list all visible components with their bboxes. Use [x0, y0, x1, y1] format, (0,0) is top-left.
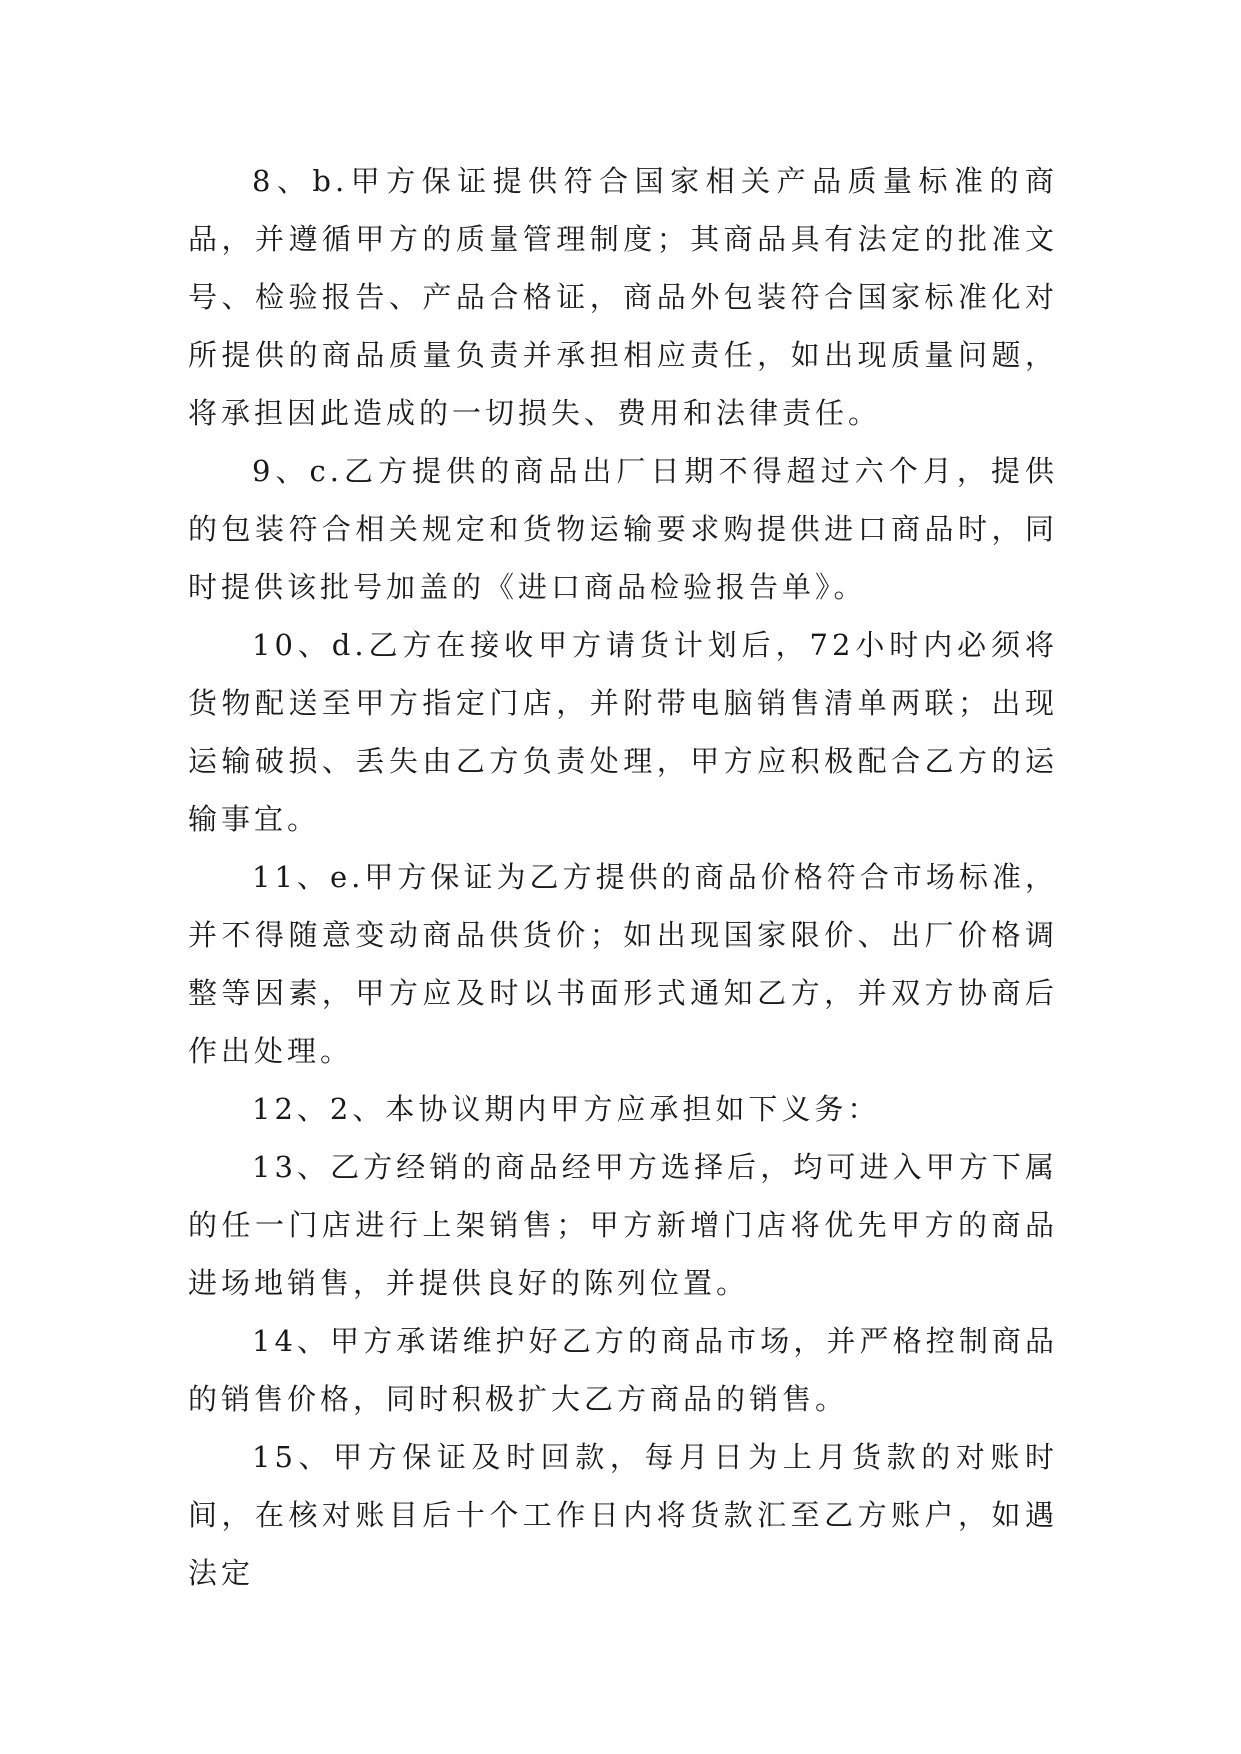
paragraph-14: 14、甲方承诺维护好乙方的商品市场，并严格控制商品的销售价格，同时积极扩大乙方商品的销售。	[188, 1324, 1058, 1416]
paragraph-15: 15、甲方保证及时回款，每月日为上月货款的对账时间，在核对账目后十个工作日内将货款汇至乙方账户，如遇法定	[188, 1440, 1058, 1590]
paragraph-13: 13、乙方经销的商品经甲方选择后，均可进入甲方下属的任一门店进行上架销售；甲方新增门店将优先甲方的商品进场地销售，并提供良好的陈列位置。	[188, 1150, 1058, 1300]
document-body	[188, 152, 1058, 1602]
paragraph-8: 8、b.甲方保证提供符合国家相关产品质量标准的商品，并遵循甲方的质量管理制度；其商品具有法定的批准文号、检验报告、产品合格证，商品外包装符合国家标准化对所提供的商品质量负责并承担相应责任，如出现质量问题，将承担因此造成的一切损失、费用和法律责任。	[188, 164, 1058, 430]
paragraph-10: 10、d.乙方在接收甲方请货计划后，72小时内必须将货物配送至甲方指定门店，并附带电脑销售清单两联；出现运输破损、丢失由乙方负责处理，甲方应积极配合乙方的运输事宜。	[188, 628, 1058, 836]
paragraph-11: 11、e.甲方保证为乙方提供的商品价格符合市场标准，并不得随意变动商品供货价；如出现国家限价、出厂价格调整等因素，甲方应及时以书面形式通知乙方，并双方协商后作出处理。	[188, 860, 1058, 1068]
paragraph-12: 12、2、本协议期内甲方应承担如下义务：	[252, 1092, 881, 1126]
paragraph-9: 9、c.乙方提供的商品出厂日期不得超过六个月，提供的包装符合相关规定和货物运输要求购提供进口商品时，同时提供该批号加盖的《进口商品检验报告单》。	[188, 454, 1058, 604]
